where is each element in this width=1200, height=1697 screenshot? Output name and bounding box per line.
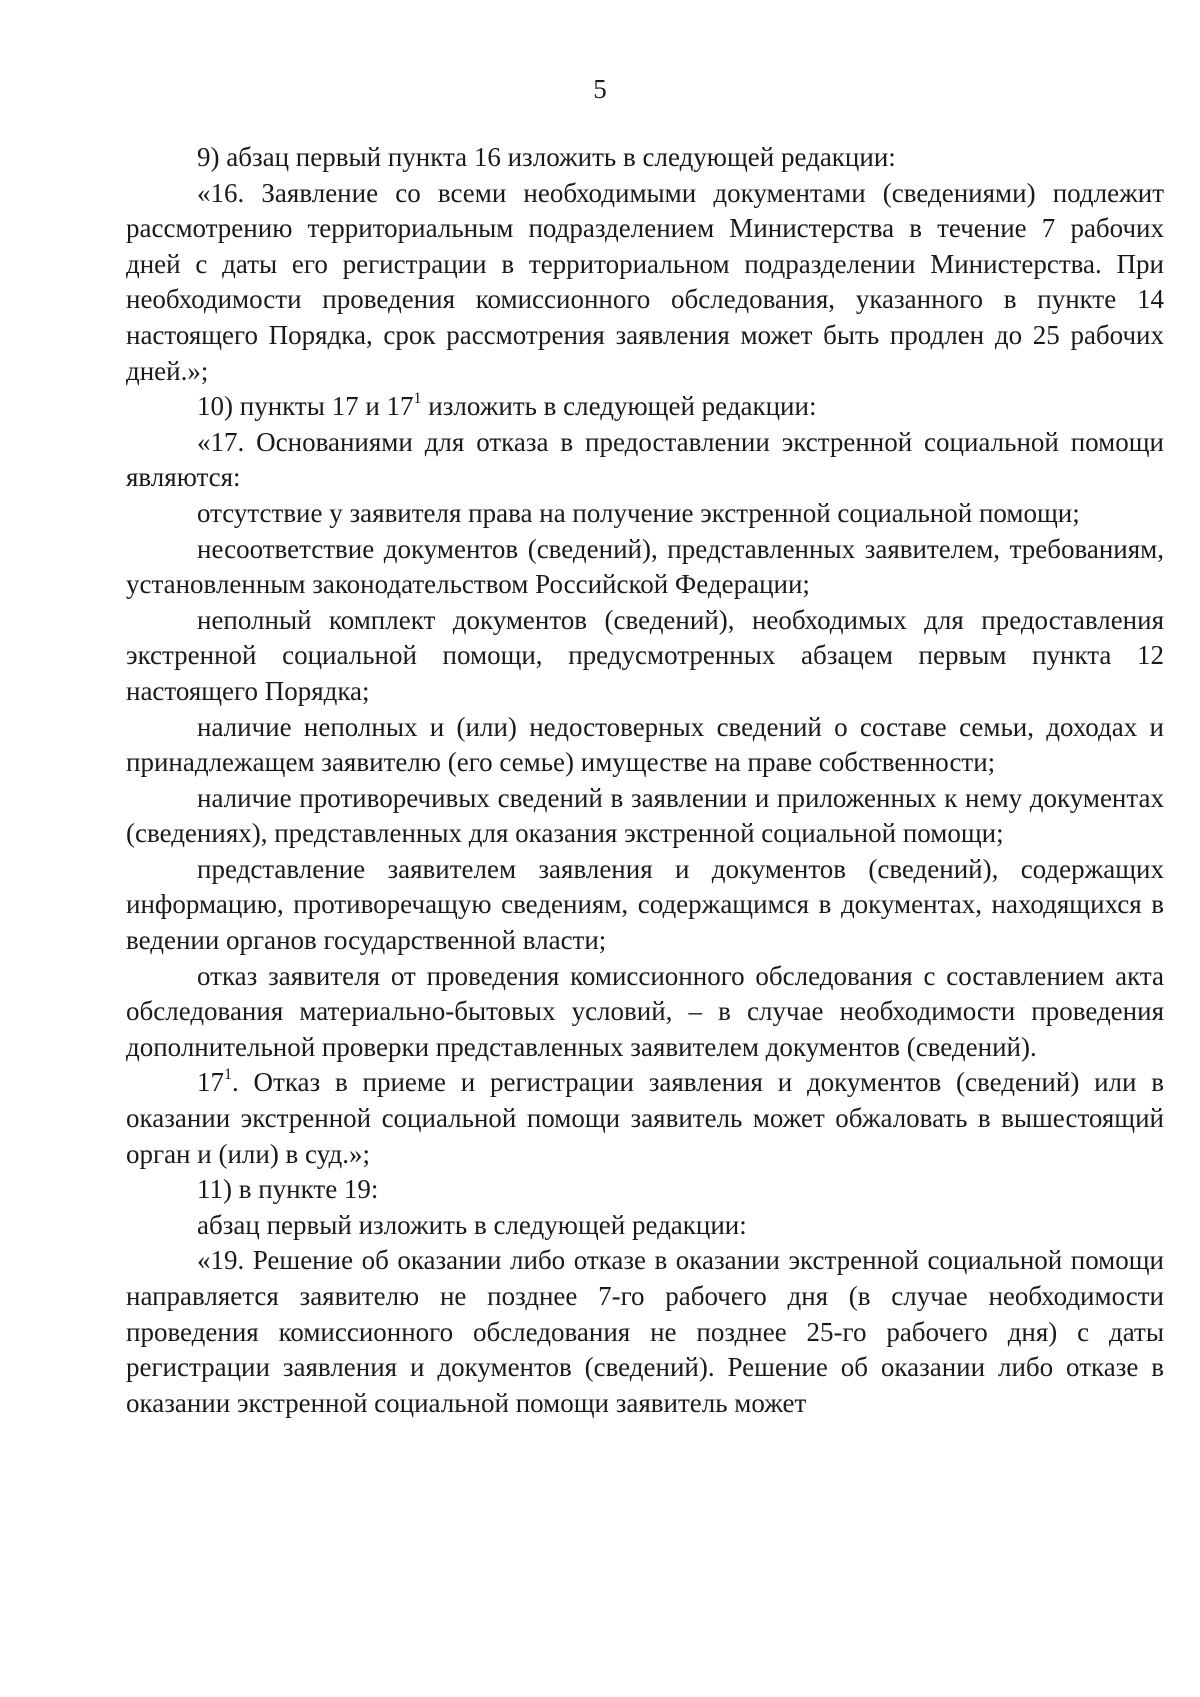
paragraph: наличие неполных и (или) недостоверных сведений о составе семьи, доходах и принадлежащем заявителю (его семье) имуществе на праве собственности; xyxy=(126,711,1164,778)
paragraph: неполный комплект документов (сведений), необходимых для предоставления экстренной социальной помощи, предусмотренных абзацем первым пункта 12 настоящего Порядка; xyxy=(126,604,1164,706)
paragraph: отсутствие у заявителя права на получение экстренной социальной помощи; xyxy=(197,497,1080,528)
paragraph-text: 10) пункты 17 и 17 xyxy=(197,391,414,422)
paragraph: представление заявителем заявления и документов (сведений), содержащих информацию, противоречащую сведениям, содержащимся в документах, находящихся в ведении органов государственной власти; xyxy=(126,853,1164,956)
paragraph: наличие противоречивых сведений в заявлении и приложенных к нему документах (сведениях), представленных для оказания экстренной социальной помощи; xyxy=(126,782,1164,849)
paragraph: 9) абзац первый пункта 16 изложить в следующей редакции: xyxy=(197,142,896,172)
superscript: 1 xyxy=(224,1066,232,1084)
document-body xyxy=(126,140,1164,1421)
page-number: 5 xyxy=(593,74,607,104)
paragraph: 11) в пункте 19: xyxy=(197,1174,379,1205)
paragraph: «19. Решение об оказании либо отказе в оказании экстренной социальной помощи направляется заявителю не позднее 7-го рабочего дня (в случае необходимости проведения комиссионного обследования не позднее 25-го рабочего дня) с даты регистрации заявления и документов (сведений). Решение об оказании либо отказе в оказании экстренной социальной помощи заявитель может xyxy=(126,1245,1164,1418)
paragraph: отказ заявителя от проведения комиссионного обследования с составлением акта обследования материально-бытовых условий, – в случае необходимости проведения дополнительной проверки представленных заявителем документов (сведений). xyxy=(126,960,1164,1062)
paragraph-text: 17 xyxy=(197,1067,224,1098)
paragraph: «17. Основаниями для отказа в предоставлении экстренной социальной помощи являются: xyxy=(126,426,1164,493)
paragraph xyxy=(126,1065,1164,1172)
paragraph-text: изложить в следующей редакции: xyxy=(421,391,817,422)
paragraph: несоответствие документов (сведений), представленных заявителем, требованиям, установленным законодательством Российской Федерации; xyxy=(126,533,1164,600)
paragraph: абзац первый изложить в следующей редакции: xyxy=(197,1209,747,1240)
paragraph xyxy=(126,389,1164,425)
superscript: 1 xyxy=(413,390,422,408)
paragraph-text: . Отказ в приеме и регистрации заявления и документов (сведений) или в оказании экстренной социальной помощи заявитель может обжаловать в вышестоящий орган и (или) в суд.»; xyxy=(126,1067,1164,1169)
paragraph: «16. Заявление со всеми необходимыми документами (сведениями) подлежит рассмотрению территориальным подразделением Министерства в течение 7 рабочих дней с даты его регистрации в территориальном подразделении Министерства. При необходимости проведения комиссионного обследования, указанного в пункте 14 настоящего Порядка, срок рассмотрения заявления может быть продлен до 25 рабочих дней.»; xyxy=(126,177,1164,386)
